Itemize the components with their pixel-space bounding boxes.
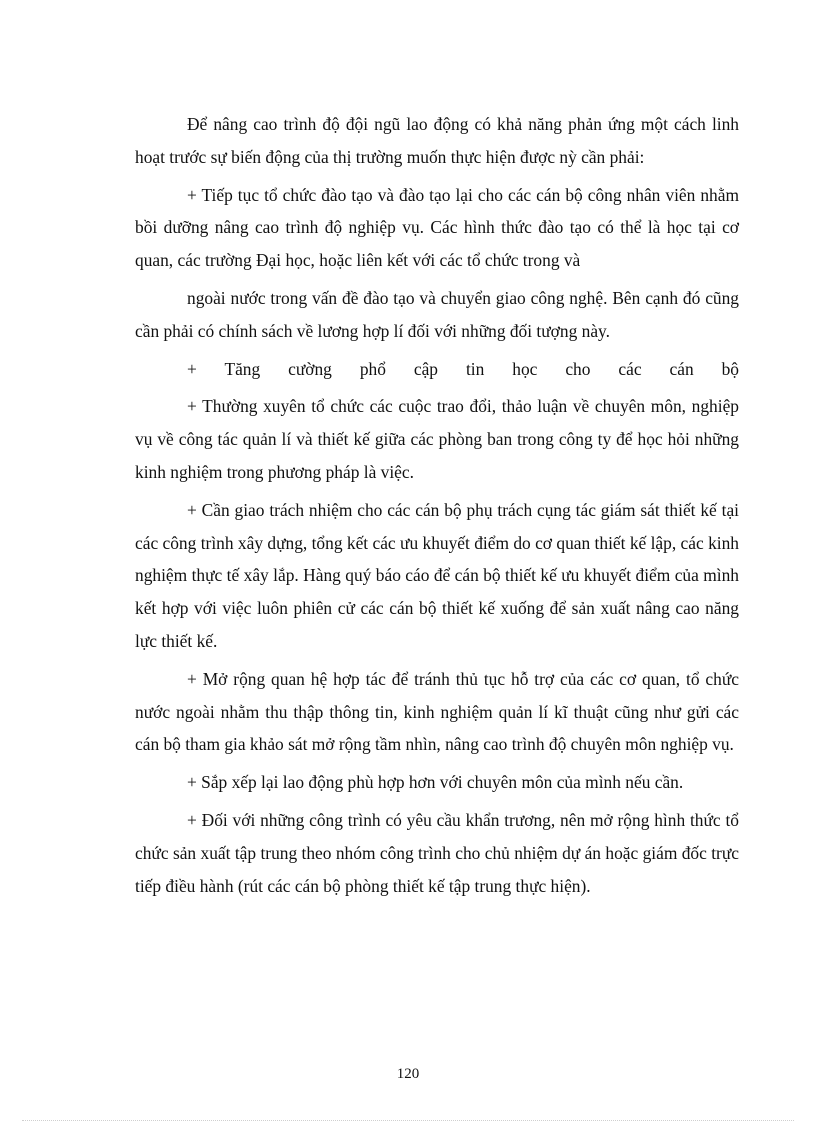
paragraph-intro: Để nâng cao trình độ đội ngũ lao động có khả năng phản ứng một cách linh hoạt trước sự biến động của thị trường muốn thực hiện được nỳ cần phải: (135, 114, 739, 167)
page-number: 120 (396, 1066, 420, 1082)
paragraph-urgent-projects: + Đối với những công trình có yêu cầu khẩn trương, nên mở rộng hình thức tổ chức sản xuất tập trung theo nhóm công trình cho chủ nhiệm dự án hoặc giám đốc trực tiếp điều hành (rút các cán bộ phòng thiết kế tập trung thực hiện). (135, 809, 739, 896)
paragraph-it-literacy: + Tăng cường phổ cập tin học cho các cán bộ (187, 358, 739, 379)
paragraph-exchange: + Thường xuyên tổ chức các cuộc trao đổi, thảo luận về chuyên môn, nghiệp vụ về công tác quản lí và thiết kế giữa các phòng ban trong công ty để học hỏi những kinh nghiệm trong phương pháp là việc. (135, 396, 739, 482)
paragraph-cooperation: + Mở rộng quan hệ hợp tác để tránh thủ tục hỗ trợ của các cơ quan, tổ chức nước ngoài nhằm thu thập thông tin, kinh nghiệm quản lí kĩ thuật cũng như gửi các cán bộ tham gia khảo sát mở rộng tầm nhìn, nâng cao trình độ chuyên môn nghiệp vụ. (135, 668, 739, 755)
paragraph-rearrange: + Sắp xếp lại lao động phù hợp hơn với chuyên môn của mình nếu cần. (187, 772, 684, 793)
paragraph-training-continued: ngoài nước trong vấn đề đào tạo và chuyển giao công nghệ. Bên cạnh đó cũng cần phải có chính sách về lương hợp lí đối với những đối tượng này. (135, 287, 739, 341)
document-body (135, 108, 739, 902)
paragraph-training: + Tiếp tục tổ chức đào tạo và đào tạo lại cho các cán bộ công nhân viên nhằm bồi dưỡng nâng cao trình độ nghiệp vụ. Các hình thức đào tạo có thể là học tại cơ quan, các trường Đại học, hoặc liên kết với các tổ chức trong và (135, 184, 739, 271)
footer-divider (22, 1120, 794, 1121)
paragraph-supervision: + Cần giao trách nhiệm cho các cán bộ phụ trách cụng tác giám sát thiết kế tại các công trình xây dựng, tổng kết các ưu khuyết điểm do cơ quan thiết kế lập, các kinh nghiệm thực tế xây lắp. Hàng quý báo cáo để cán bộ thiết kế ưu khuyết điểm của mình kết hợp với việc luôn phiên cử các cán bộ thiết kế xuống để sản xuất nâng cao năng lực thiết kế. (135, 499, 739, 651)
